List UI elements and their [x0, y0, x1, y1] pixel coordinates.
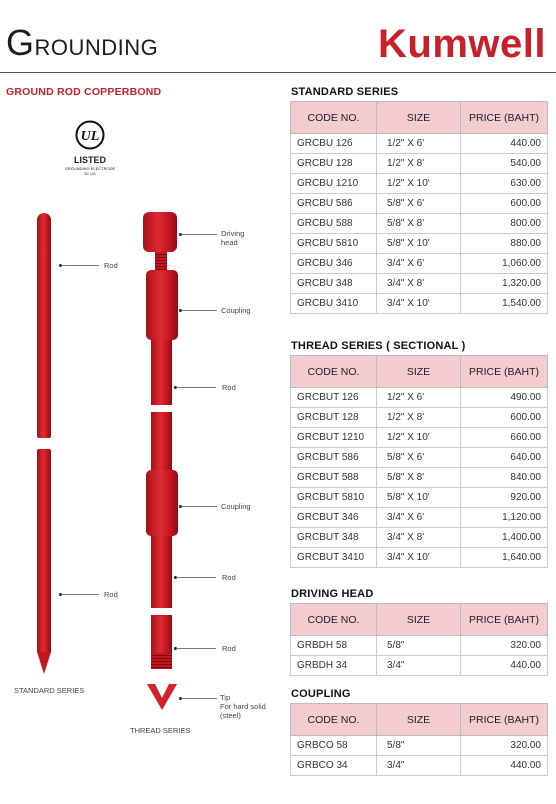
table-row: [291, 756, 548, 776]
size-cell: 1/2" X 8': [377, 154, 461, 174]
price-cell: 1,120.00: [461, 508, 548, 528]
code-cell: GRCBU 128: [291, 154, 377, 174]
size-cell: 5/8" X 8': [377, 468, 461, 488]
size-cell: 1/2" X 6': [377, 134, 461, 154]
price-cell: 540.00: [461, 154, 548, 174]
price-cell: 840.00: [461, 468, 548, 488]
size-cell: 3/4" X 10': [377, 548, 461, 568]
driving-head-table: [290, 603, 548, 676]
table-row: [291, 736, 548, 756]
label-rod-standard-bottom: Rod: [104, 590, 118, 599]
price-cell: 1,060.00: [461, 254, 548, 274]
table-row: [291, 388, 548, 408]
label-coupling-mid: Coupling: [221, 502, 251, 511]
code-cell: GRBDH 58: [291, 636, 377, 656]
rod-segment-3: [151, 536, 172, 608]
table-row: [291, 548, 548, 568]
table-row: [291, 488, 548, 508]
size-cell: 5/8": [377, 736, 461, 756]
column-header: SIZE: [377, 356, 461, 388]
standard-rod-lower: [37, 449, 51, 653]
code-cell: GRCBU 126: [291, 134, 377, 154]
price-cell: 440.00: [461, 134, 548, 154]
price-cell: 1,320.00: [461, 274, 548, 294]
column-header: PRICE (BAHT): [461, 102, 548, 134]
column-header: PRICE (BAHT): [461, 704, 548, 736]
price-cell: 600.00: [461, 194, 548, 214]
price-cell: 920.00: [461, 488, 548, 508]
table-row: [291, 154, 548, 174]
caption-thread-series: THREAD SERIES: [130, 726, 191, 735]
code-cell: GRCBUT 586: [291, 448, 377, 468]
column-header: PRICE (BAHT): [461, 604, 548, 636]
size-cell: 1/2" X 10': [377, 428, 461, 448]
label-rod-standard-top: Rod: [104, 261, 118, 270]
price-cell: 320.00: [461, 736, 548, 756]
table-row: [291, 408, 548, 428]
code-cell: GRCBUT 126: [291, 388, 377, 408]
price-cell: 440.00: [461, 756, 548, 776]
size-cell: 1/2" X 8': [377, 408, 461, 428]
driving-head: [143, 212, 177, 252]
size-cell: 5/8" X 10': [377, 488, 461, 508]
caption-standard-series: STANDARD SERIES: [14, 686, 85, 695]
label-tip: Tip For hard solid (steel): [220, 693, 266, 720]
code-cell: GRBCO 34: [291, 756, 377, 776]
table-row: [291, 448, 548, 468]
label-rod-2: Rod: [222, 573, 236, 582]
column-header: CODE NO.: [291, 102, 377, 134]
standard-series-title: STANDARD SERIES: [291, 86, 399, 98]
column-header: SIZE: [377, 704, 461, 736]
table-row: [291, 468, 548, 488]
code-cell: GRCBUT 5810: [291, 488, 377, 508]
price-cell: 800.00: [461, 214, 548, 234]
price-cell: 1,640.00: [461, 548, 548, 568]
size-cell: 5/8": [377, 636, 461, 656]
code-cell: GRCBU 588: [291, 214, 377, 234]
code-cell: GRCBU 3410: [291, 294, 377, 314]
price-cell: 1,400.00: [461, 528, 548, 548]
size-cell: 5/8" X 10': [377, 234, 461, 254]
coupling-top: [146, 270, 178, 340]
column-header: CODE NO.: [291, 704, 377, 736]
price-cell: 1,540.00: [461, 294, 548, 314]
table-row: [291, 234, 548, 254]
column-header: CODE NO.: [291, 356, 377, 388]
column-header: SIZE: [377, 604, 461, 636]
tip-icon: [147, 684, 177, 710]
size-cell: 3/4" X 8': [377, 274, 461, 294]
size-cell: 5/8" X 8': [377, 214, 461, 234]
rod-segment-4: [151, 615, 172, 653]
code-cell: GRBDH 34: [291, 656, 377, 676]
code-cell: GRCBUT 128: [291, 408, 377, 428]
section-subtitle: GROUND ROD COPPERBOND: [6, 86, 162, 98]
code-cell: GRCBU 348: [291, 274, 377, 294]
code-cell: GRCBU 346: [291, 254, 377, 274]
code-cell: GRCBUT 348: [291, 528, 377, 548]
table-row: [291, 214, 548, 234]
table-row: [291, 656, 548, 676]
code-cell: GRCBU 586: [291, 194, 377, 214]
code-cell: GRCBUT 1210: [291, 428, 377, 448]
price-cell: 320.00: [461, 636, 548, 656]
driving-head-thread: [155, 252, 167, 270]
size-cell: 3/4" X 8': [377, 528, 461, 548]
price-cell: 490.00: [461, 388, 548, 408]
column-header: CODE NO.: [291, 604, 377, 636]
standard-series-table: [290, 101, 548, 314]
page-title: GROUNDING: [6, 22, 159, 63]
price-cell: 630.00: [461, 174, 548, 194]
ul-listed-mark: UL LISTED GROUNDING ELECTRODE 32 UG: [62, 120, 118, 176]
thread-series-title: THREAD SERIES ( SECTIONAL ): [291, 340, 466, 352]
column-header: PRICE (BAHT): [461, 356, 548, 388]
size-cell: 1/2" X 10': [377, 174, 461, 194]
price-cell: 440.00: [461, 656, 548, 676]
standard-rod-upper: [37, 213, 51, 438]
svg-text:UL: UL: [80, 129, 100, 144]
size-cell: 3/4" X 6': [377, 254, 461, 274]
driving-head-title: DRIVING HEAD: [291, 588, 374, 600]
coupling-mid: [146, 470, 178, 536]
table-row: [291, 636, 548, 656]
price-cell: 600.00: [461, 408, 548, 428]
rod-segment-1: [151, 340, 172, 405]
thread-series-table: [290, 355, 548, 568]
code-cell: GRBCO 58: [291, 736, 377, 756]
size-cell: 3/4": [377, 756, 461, 776]
table-row: [291, 134, 548, 154]
table-row: [291, 508, 548, 528]
code-cell: GRCBU 5810: [291, 234, 377, 254]
label-rod-3: Rod: [222, 644, 236, 653]
code-cell: GRCBU 1210: [291, 174, 377, 194]
ul-logo-icon: [75, 120, 105, 150]
label-driving-head: Driving head: [221, 229, 245, 247]
column-header: SIZE: [377, 102, 461, 134]
coupling-title: COUPLING: [291, 688, 351, 700]
label-coupling-top: Coupling: [221, 306, 251, 315]
size-cell: 5/8" X 6': [377, 194, 461, 214]
brand-logo: Kumwell: [378, 22, 546, 66]
code-cell: GRCBUT 588: [291, 468, 377, 488]
price-cell: 660.00: [461, 428, 548, 448]
size-cell: 1/2" X 6': [377, 388, 461, 408]
code-cell: GRCBUT 3410: [291, 548, 377, 568]
size-cell: 3/4" X 6': [377, 508, 461, 528]
size-cell: 3/4": [377, 656, 461, 676]
price-cell: 640.00: [461, 448, 548, 468]
table-row: [291, 254, 548, 274]
code-cell: GRCBUT 346: [291, 508, 377, 528]
table-row: [291, 294, 548, 314]
price-cell: 880.00: [461, 234, 548, 254]
rod-segment-2: [151, 412, 172, 470]
table-row: [291, 194, 548, 214]
label-rod-1: Rod: [222, 383, 236, 392]
size-cell: 5/8" X 6': [377, 448, 461, 468]
table-row: [291, 174, 548, 194]
coupling-table: [290, 703, 548, 776]
table-row: [291, 274, 548, 294]
rod-thread-end: [151, 653, 172, 669]
standard-rod-point: [37, 652, 51, 674]
table-row: [291, 528, 548, 548]
table-row: [291, 428, 548, 448]
header-divider: [0, 72, 556, 73]
size-cell: 3/4" X 10': [377, 294, 461, 314]
